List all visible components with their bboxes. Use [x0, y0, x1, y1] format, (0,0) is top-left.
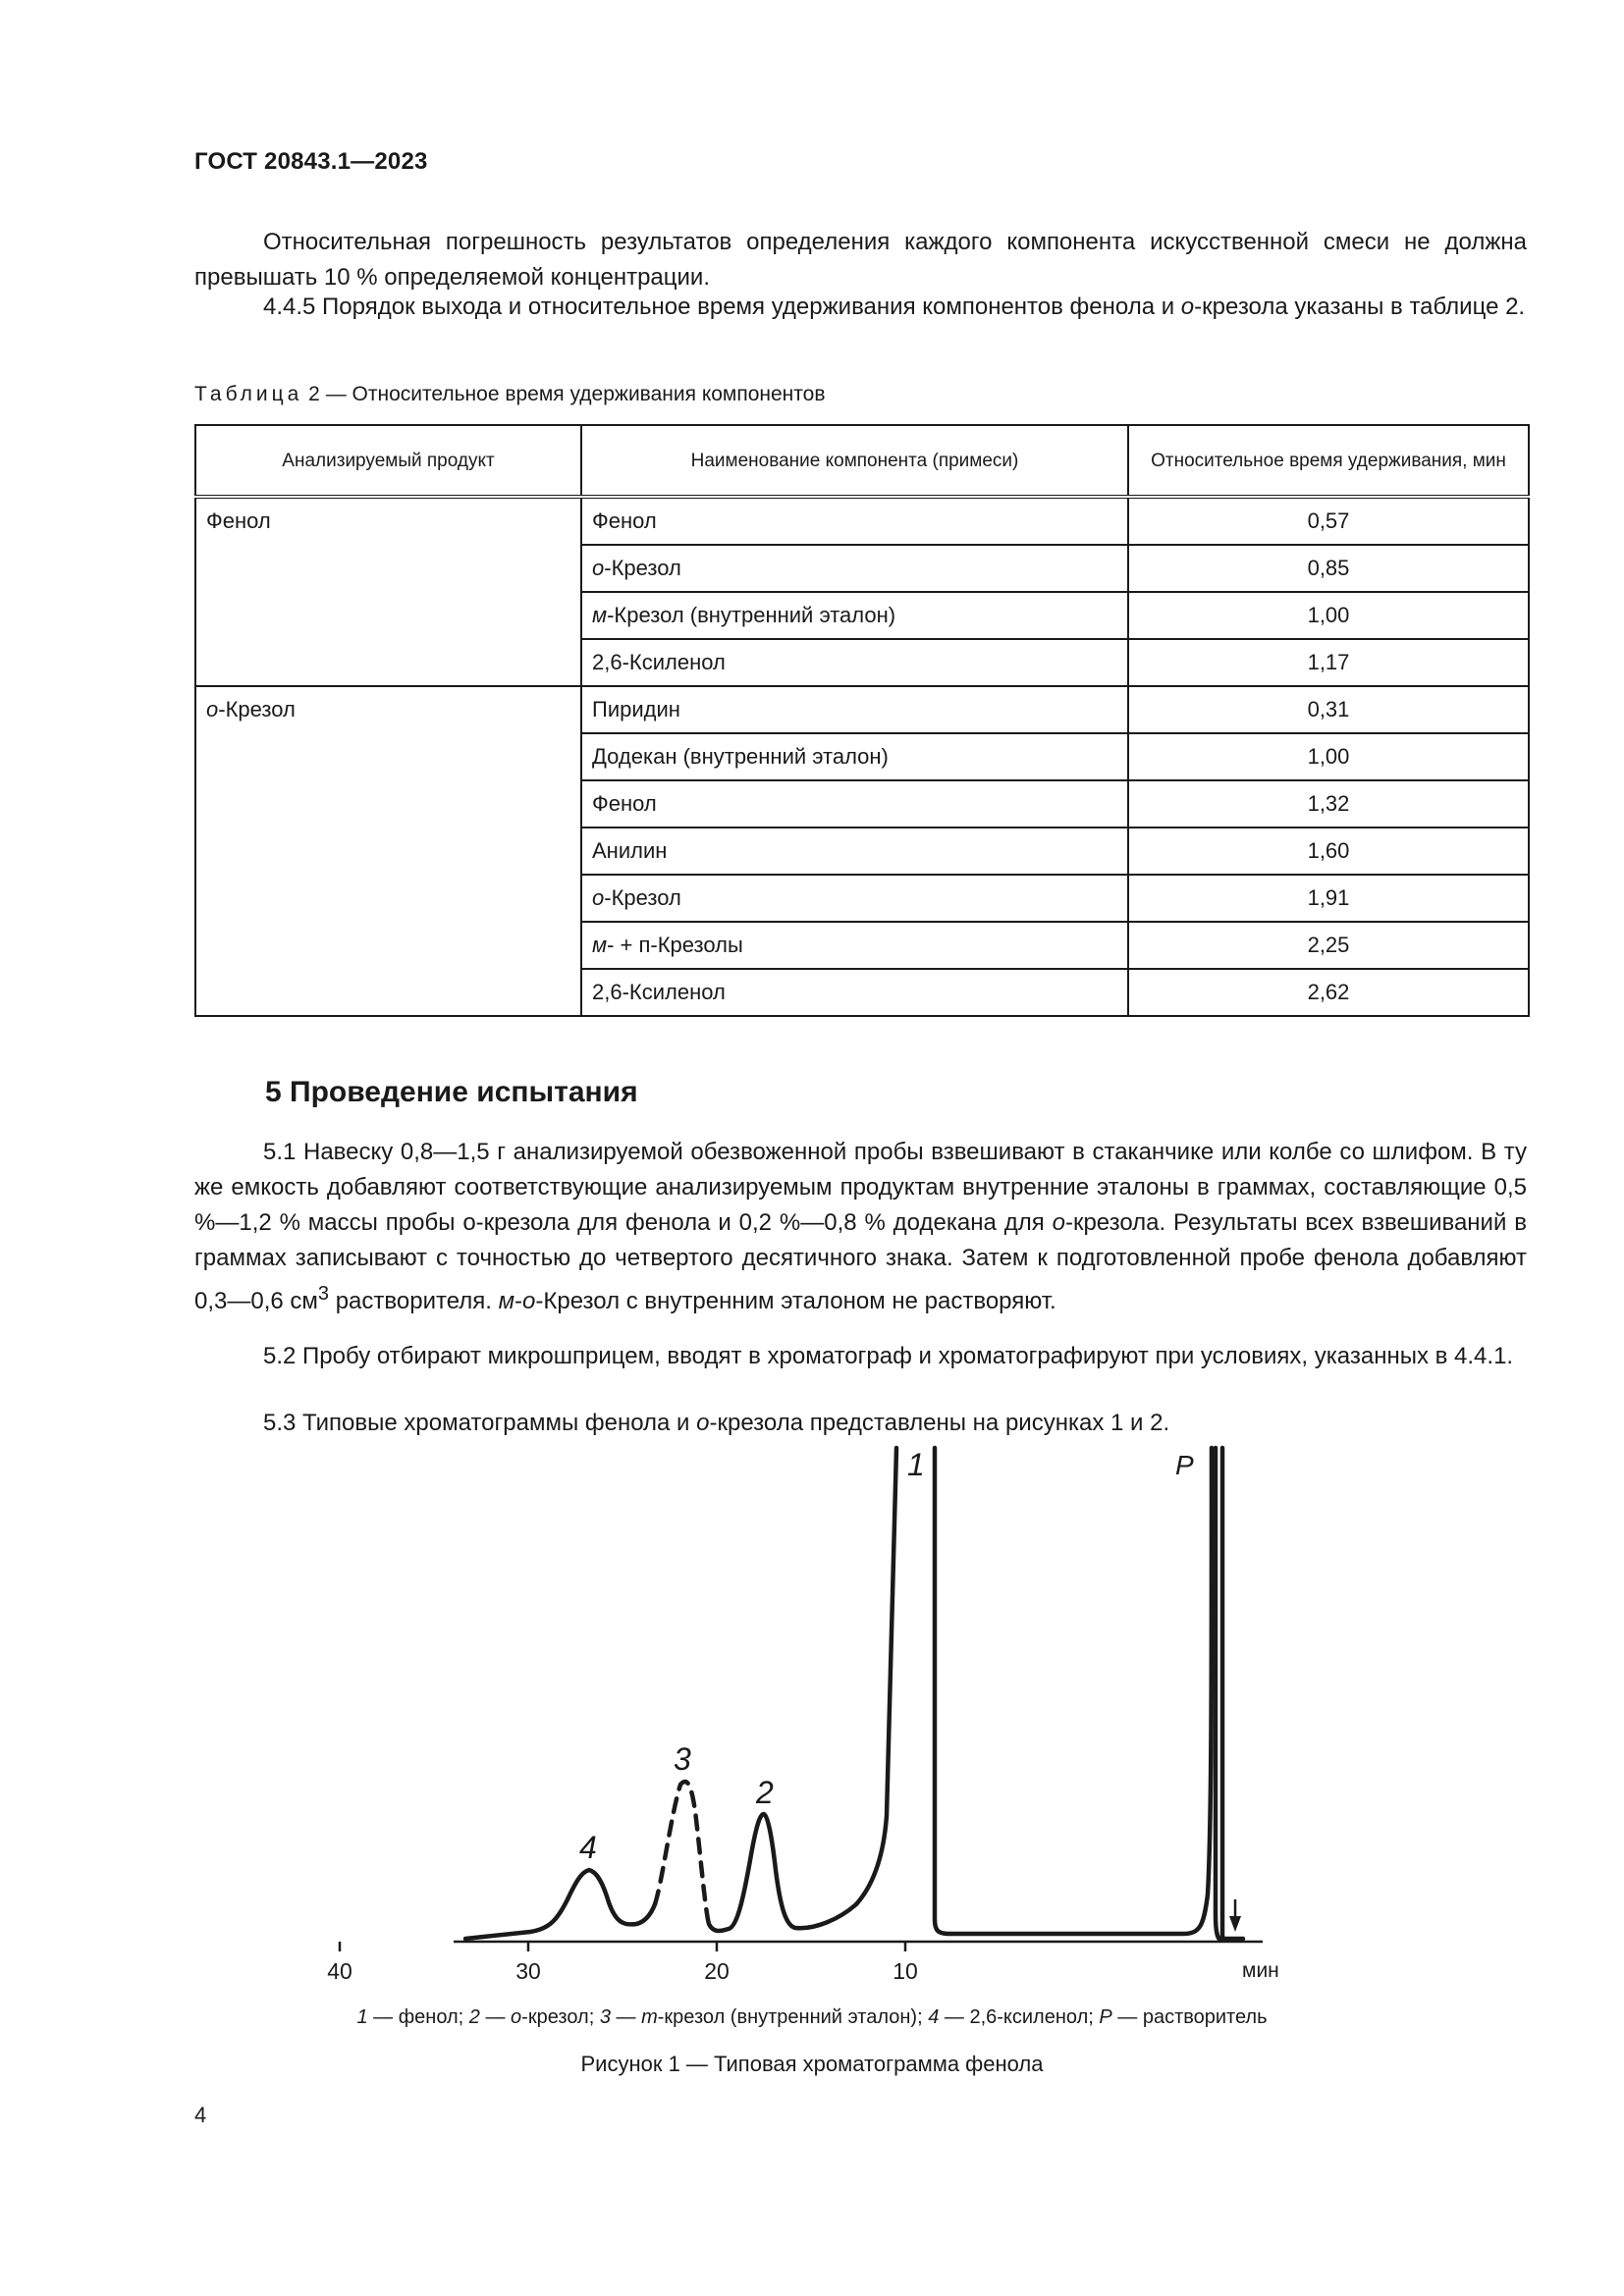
p53-text-a: 5.3 Типовые хроматограммы фенола и: [263, 1410, 697, 1436]
component-name: Фенол: [592, 508, 657, 533]
legend-text-2b: -крезол;: [521, 2006, 600, 2028]
legend-text-3: —: [610, 2006, 642, 2028]
x-axis-label: мин: [1242, 1959, 1279, 1982]
component-prefix: о: [592, 885, 605, 910]
legend-italic-3: m: [641, 2006, 658, 2028]
legend-label-2: 2: [468, 2006, 480, 2028]
legend-text-2: —: [479, 2006, 512, 2028]
trace-peak-3: [655, 1782, 709, 1924]
p53-text-b: -крезола представлены на рисунках 1 и 2.: [709, 1410, 1170, 1436]
intro-paragraph-2-text-a: 4.4.5 Порядок выхода и относительное время удерживания компонентов фенола и: [263, 294, 1181, 320]
p51-italic-o2: о: [522, 1288, 536, 1314]
component-name: Пиридин: [592, 697, 680, 721]
trace-peak-4: [465, 1870, 655, 1939]
p51-dash: -: [514, 1288, 523, 1314]
table-caption-label: Таблица: [194, 383, 303, 405]
figure-legend: [0, 2006, 1624, 2029]
retention-value: 0,31: [1128, 686, 1529, 733]
peak-label-p: P: [1175, 1450, 1194, 1480]
x-tick-label: 40: [327, 1958, 352, 1984]
component-name: Додекан (внутренний эталон): [592, 744, 889, 769]
retention-value: 2,62: [1128, 969, 1529, 1016]
intro-paragraph-2-text-b: -крезола указаны в таблице 2.: [1194, 294, 1526, 320]
trace-baseline: [935, 1448, 1212, 1934]
x-tick-label: 30: [515, 1958, 541, 1984]
retention-value: 2,25: [1128, 922, 1529, 969]
legend-label-4: 4: [928, 2006, 940, 2028]
legend-text-1: — фенол;: [367, 2006, 469, 2028]
component-prefix: м: [592, 603, 608, 627]
legend-label-1: 1: [356, 2006, 368, 2028]
p51-text-d: -Крезол с внутренним эталоном не растворяют.: [535, 1288, 1056, 1314]
retention-value: 1,00: [1128, 592, 1529, 639]
legend-text-p: — растворитель: [1111, 2006, 1268, 2028]
peak-label-3: 3: [674, 1741, 691, 1777]
table-caption-text: 2 — Относительное время удерживания компонентов: [302, 383, 826, 405]
peak-label-2: 2: [756, 1775, 774, 1810]
component-prefix: м: [592, 933, 608, 957]
retention-value: 1,60: [1128, 828, 1529, 875]
intro-paragraph-1: Относительная погрешность результатов определения каждого компонента искусственной смеси не должна превышать 10 % определяемой концентрации.: [194, 229, 1527, 291]
component-name: -Крезол (внутренний эталон): [607, 603, 896, 627]
trace-peak-2: [709, 1814, 856, 1931]
p51-text-c: растворителя.: [329, 1288, 499, 1314]
retention-value: 0,57: [1128, 497, 1529, 545]
x-tick-label: 10: [893, 1958, 918, 1984]
section-title: 5 Проведение испытания: [265, 1076, 638, 1108]
product-name: Фенол: [206, 508, 271, 533]
trace-peak-1: [856, 1448, 896, 1904]
p51-superscript: 3: [317, 1283, 330, 1305]
header-component: Наименование компонента (примеси): [581, 425, 1128, 497]
retention-value: 1,91: [1128, 875, 1529, 922]
component-name: -Крезол: [604, 556, 681, 580]
p51-italic-o: о: [1052, 1209, 1065, 1236]
component-name: Анилин: [592, 838, 668, 863]
legend-text-3b: -крезол (внутренний эталон);: [657, 2006, 929, 2028]
legend-label-p: P: [1099, 2006, 1112, 2028]
x-axis-ticks: [327, 1942, 918, 1984]
page-number: 4: [194, 2103, 207, 2127]
peak-label-4: 4: [579, 1830, 597, 1865]
peak-label-1: 1: [907, 1447, 925, 1482]
header-product: Анализируемый продукт: [195, 425, 581, 497]
component-name: -Крезол: [604, 885, 681, 910]
legend-italic-2: о: [511, 2006, 522, 2028]
product-name: -Крезол: [218, 697, 296, 721]
intro-paragraph-2-italic: о: [1180, 294, 1195, 320]
retention-value: 0,85: [1128, 545, 1529, 592]
p53-italic-o: о: [696, 1410, 710, 1436]
component-name: - + п-Крезолы: [607, 933, 743, 957]
product-prefix: о: [206, 697, 219, 721]
component-name: Фенол: [592, 791, 657, 816]
component-name: 2,6-Ксиленол: [592, 650, 726, 674]
retention-value: 1,32: [1128, 780, 1529, 828]
injection-arrow: [1229, 1899, 1241, 1932]
retention-value: 1,17: [1128, 639, 1529, 686]
p51-text-a: 5.1 Навеску 0,8—1,5 г анализируемой обезвоженной пробы взвешивают в стаканчике или колбе со шлифом. В ту же емкость добавляют соответствующие анализируемым продуктам внутренние эталоны в граммах, составляющие 0,5 %—1,2 % массы пробы о-крезола для фенола и 0,2 %—0,8 % додекана для: [194, 1139, 1527, 1236]
legend-text-4: — 2,6-ксиленол;: [939, 2006, 1100, 2028]
legend-label-3: 3: [599, 2006, 611, 2028]
document-header: ГОСТ 20843.1—2023: [194, 148, 428, 175]
component-prefix: о: [592, 556, 605, 580]
paragraph-5-2: 5.2 Пробу отбирают микрошприцем, вводят в хроматограф и хроматографируют при условиях, указанных в 4.4.1.: [263, 1343, 1514, 1369]
p51-text-b: -крезола. Результаты всех взвешиваний в граммах записывают с точностью до четвертого десятичного знака. Затем к подготовленной пробе фенола добавляют 0,3—0,6 см: [194, 1209, 1527, 1314]
p51-italic-m: м: [498, 1288, 515, 1314]
retention-value: 1,00: [1128, 733, 1529, 780]
trace-peak-p: [1216, 1448, 1222, 1940]
x-tick-label: 20: [704, 1958, 730, 1984]
component-name: 2,6-Ксиленол: [592, 980, 726, 1004]
figure-title: Рисунок 1 — Типовая хроматограмма фенола: [580, 2052, 1044, 2076]
header-retention-time: Относительное время удерживания, мин: [1128, 425, 1529, 497]
